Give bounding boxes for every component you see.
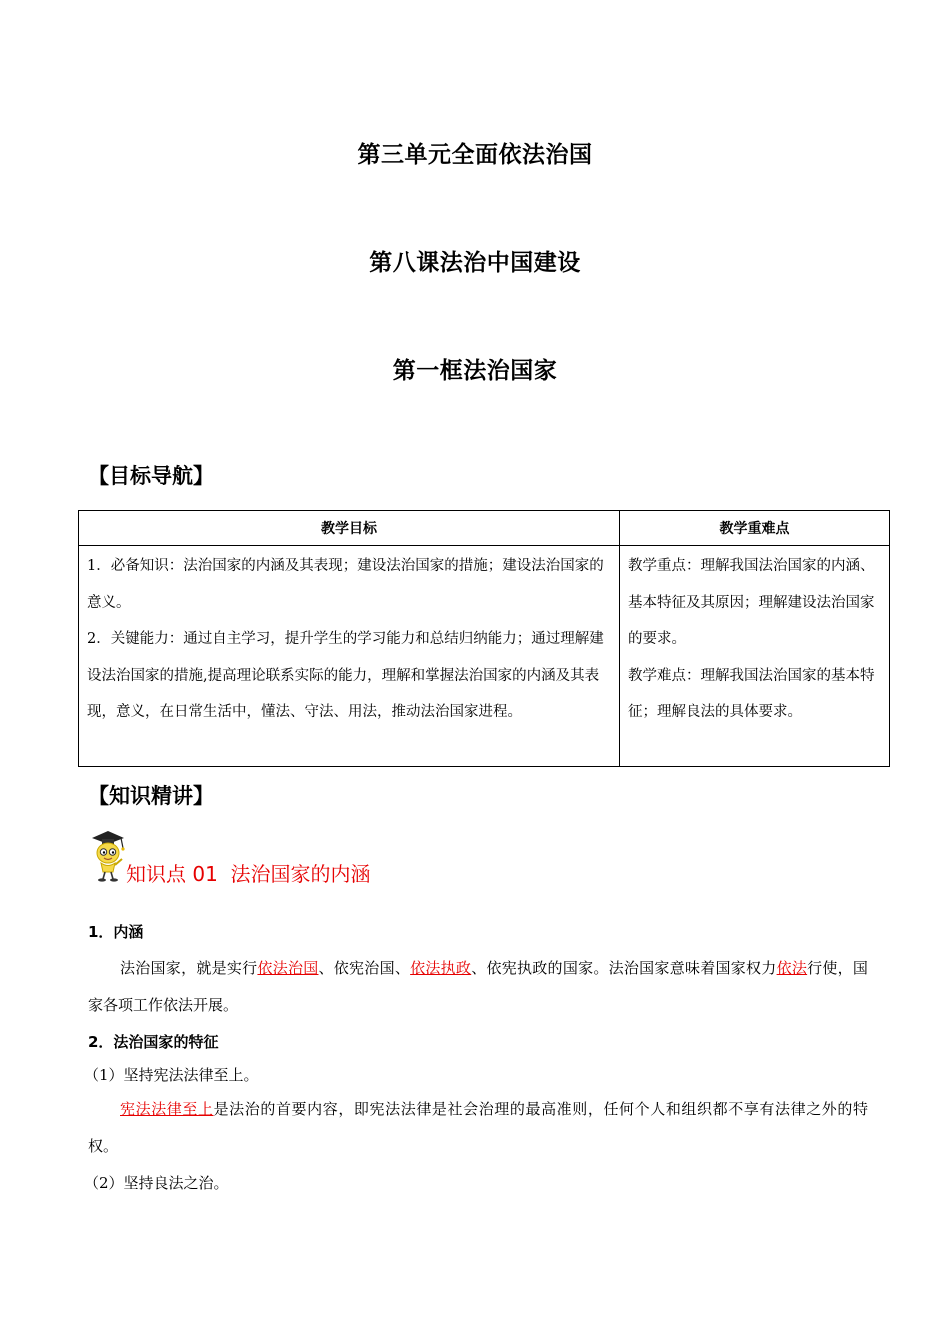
highlight-term: 依法治国: [257, 959, 319, 977]
highlight-term: 依法: [776, 959, 808, 977]
text-span: 法治国家，就是实行: [120, 959, 258, 977]
knowledge-point-header: [88, 828, 688, 886]
highlight-term: 宪法法律至上: [120, 1100, 214, 1118]
feature-item-2: （2）坚持良法之治。: [84, 1174, 229, 1192]
highlight-term: 依法执政: [410, 959, 472, 977]
lesson-title: 第八课法治中国建设: [369, 250, 581, 276]
definition-paragraph: [88, 950, 868, 1023]
key-points-cell: [620, 546, 890, 767]
text-span: 、依宪治国、: [318, 959, 411, 977]
text-span: 、依宪执政的国家。法治国家意味着国家权力: [471, 959, 777, 977]
knowledge-heading: 【知识精讲】: [88, 784, 214, 808]
goals-heading: 【目标导航】: [88, 464, 214, 488]
goal-knowledge: 1．必备知识：法治国家的内涵及其表现；建设法治国家的措施；建设法治国家的意义。: [87, 558, 604, 611]
goals-header: 教学目标: [79, 511, 620, 546]
key-points-header: 教学重难点: [620, 511, 890, 546]
text-span: 是法治的首要内容，即宪法法律是社会治理的最高准则，任何个人和组织都不享有法律之外的特权。: [88, 1100, 868, 1155]
goal-ability: 2．关键能力：通过自主学习，提升学生的学习能力和总结归纳能力；通过理解建设法治国家的措施,提高理论联系实际的能力，理解和掌握法治国家的内涵及其表现，意义，在日常生活中，懂法、守法、用法，推动法治国家进程。: [87, 631, 604, 720]
graduate-mascot-icon: [88, 828, 128, 882]
knowledge-point-title: 知识点 01 法治国家的内涵: [126, 862, 371, 886]
heading-features: 2．法治国家的特征: [88, 1033, 219, 1051]
key-point-focus: 教学重点：理解我国法治国家的内涵、基本特征及其原因；理解建设法治国家的要求。: [628, 558, 875, 647]
goals-table: [78, 510, 890, 767]
feature-paragraph-1: [88, 1091, 868, 1164]
heading-definition: 1．内涵: [88, 923, 144, 941]
feature-item-1: （1）坚持宪法法律至上。: [84, 1066, 259, 1084]
unit-title: 第三单元全面依法治国: [357, 142, 593, 168]
goals-cell: [79, 546, 620, 767]
text-span: 行使，国家各项工作依法开展。: [88, 959, 868, 1014]
key-point-difficulty: 教学难点：理解我国法治国家的基本特征；理解良法的具体要求。: [628, 667, 875, 720]
frame-title: 第一框法治国家: [392, 358, 558, 384]
